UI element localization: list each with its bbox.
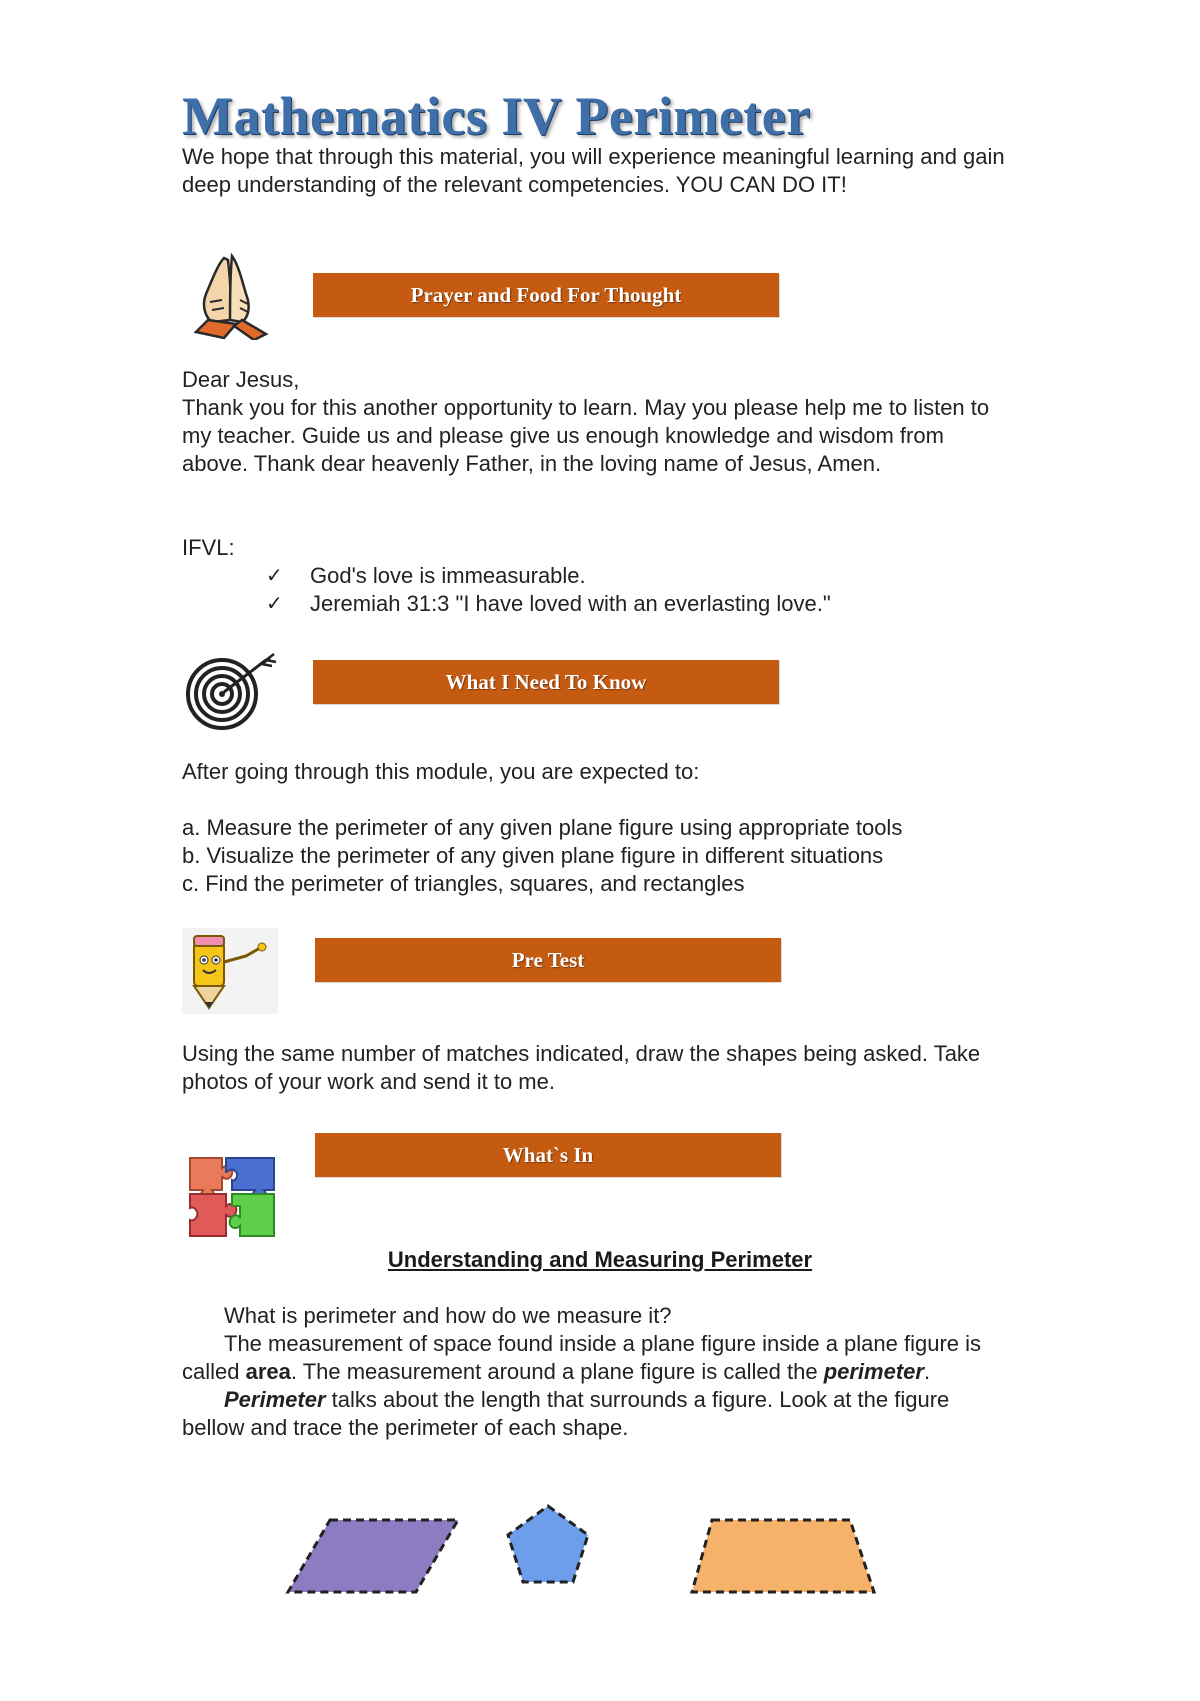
shapes-figure [270,1500,910,1610]
objectives-lead: After going through this module, you are expected to: [182,759,700,784]
section-subheading: Understanding and Measuring Perimeter [387,1247,813,1272]
ifvl-label: IFVL: [182,535,235,560]
p1-text-a: The measurement of space found inside a plane figure inside a plane figure is called [182,1331,982,1384]
check-icon: ✓ [266,593,283,615]
objective-item: a. Measure the perimeter of any given plane figure using appropriate tools [182,815,903,840]
spacer [182,786,1012,814]
intro-text: We hope that through this material, you will experience meaningful learning and gain deep understanding of the relevant competencies. YOU CAN DO IT! [182,144,1005,197]
prayer-text [182,366,1012,478]
whatsin-paragraph-2 [182,1386,1012,1442]
objective-item: c. Find the perimeter of triangles, squares, and rectangles [182,871,745,896]
page-title: Mathematics IV Perimeter [182,86,811,146]
list-item [266,590,831,618]
p1-text-c: . [923,1359,931,1384]
section-banner-prayer: Prayer and Food For Thought [313,273,779,317]
term-area: area [245,1359,291,1384]
prayer-greeting: Dear Jesus, [182,367,300,392]
prayer-body: Thank you for this another opportunity to learn. May you please help me to listen to my teacher. Guide us and please give us enough knowledge and wisdom from above. Thank dear heavenly Father, in the loving name of Jesus, Amen. [182,395,990,476]
pencil-icon [182,928,278,1014]
trapezoid-shape [692,1520,874,1592]
ifvl-item: God's love is immeasurable. [310,563,586,588]
parallelogram-shape [288,1520,458,1592]
section-banner-pretest: Pre Test [315,938,781,982]
puzzle-icon [182,1150,286,1250]
pentagon-shape [508,1506,588,1582]
list-item [266,562,831,590]
whatsin-question: What is perimeter and how do we measure it? [224,1303,672,1328]
whatsin-paragraph-1 [182,1330,1012,1386]
term-perimeter-2: Perimeter [224,1387,326,1412]
term-perimeter: perimeter [823,1359,924,1384]
p1-text-b: . The measurement around a plane figure is called the [290,1359,824,1384]
objectives-text [182,758,1012,898]
objective-item: b. Visualize the perimeter of any given plane figure in different situations [182,843,884,868]
whatsin-text [182,1302,1012,1442]
section-banner-know: What I Need To Know [313,660,779,704]
section-banner-whatsin: What`s In [315,1133,781,1177]
ifvl-list [266,562,831,618]
ifvl-item: Jeremiah 31:3 "I have loved with an everlasting love." [310,591,831,616]
praying-hands-icon [184,250,278,340]
check-icon: ✓ [266,565,283,587]
pretest-text: Using the same number of matches indicated, draw the shapes being asked. Take photos of your work and send it to me. [182,1041,981,1094]
target-icon [184,652,278,742]
p2-text: talks about the length that surrounds a figure. Look at the figure bellow and trace the perimeter of each shape. [182,1387,950,1440]
